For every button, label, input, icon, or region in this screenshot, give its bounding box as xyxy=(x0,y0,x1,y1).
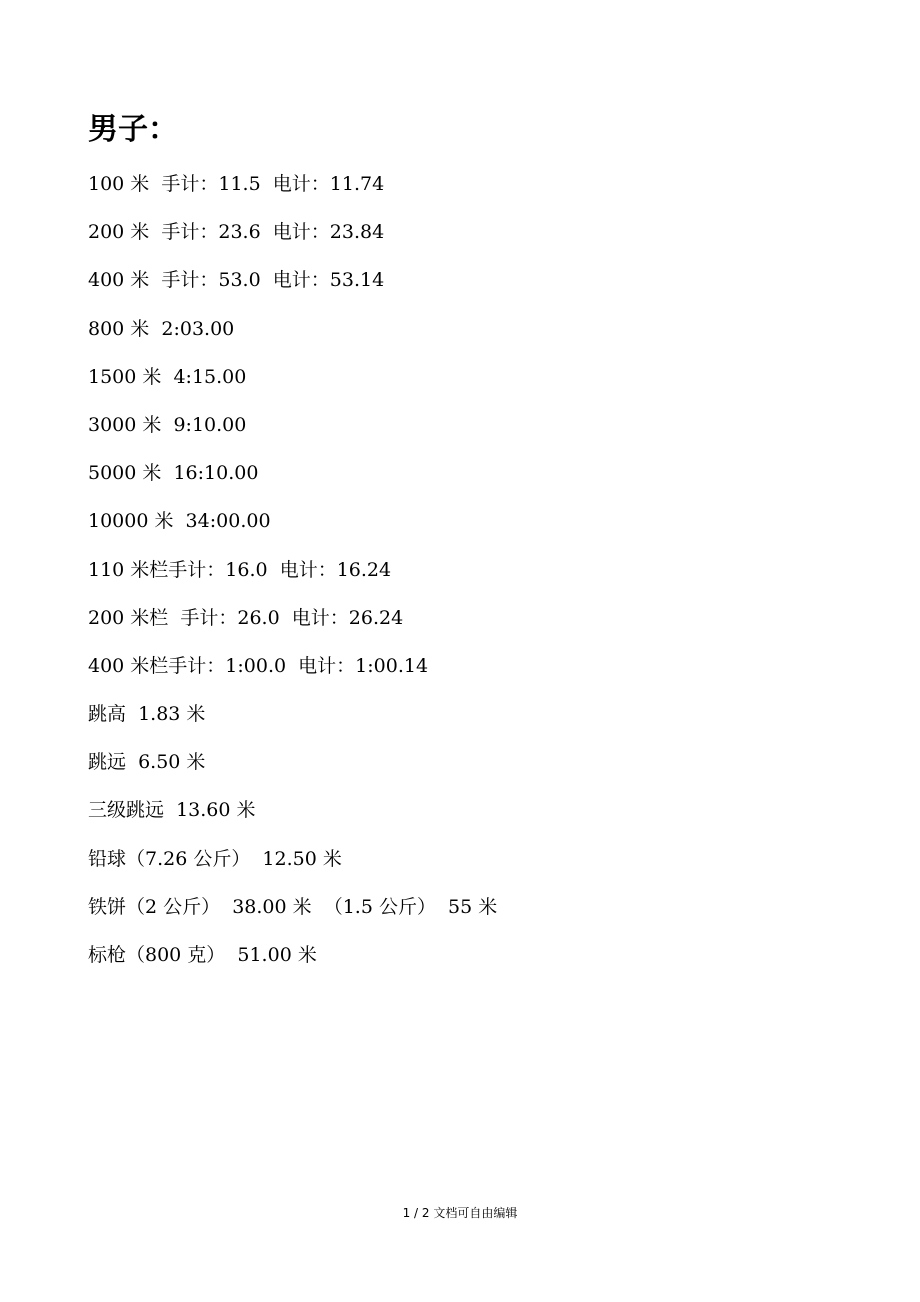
record-triple-jump: 三级跳远 13.60 米 xyxy=(88,799,256,822)
record-3000m: 3000 米 9:10.00 xyxy=(88,413,247,436)
record-100m: 100 米 手计：11.5 电计：11.74 xyxy=(88,173,385,195)
record-javelin: 标枪（800 克） 51.00 米 xyxy=(88,944,317,966)
records-list xyxy=(88,166,497,985)
record-800m: 800 米 2:03.00 xyxy=(88,317,235,340)
record-200m: 200 米 手计：23.6 电计：23.84 xyxy=(88,221,385,244)
record-5000m: 5000 米 16:10.00 xyxy=(88,462,259,485)
record-10000m: 10000 米 34:00.00 xyxy=(88,510,271,533)
record-110m-hurdles: 110 米栏手计：16.0 电计：16.24 xyxy=(88,558,392,581)
section-heading: 男子： xyxy=(88,112,178,147)
record-high-jump: 跳高 1.83 米 xyxy=(88,703,206,726)
page-footer: 1 / 2 文档可自由编辑 xyxy=(402,1206,518,1220)
record-400m-hurdles: 400 米栏手计：1:00.0 电计：1:00.14 xyxy=(88,654,429,677)
record-400m: 400 米 手计：53.0 电计：53.14 xyxy=(88,269,385,292)
record-200m-hurdles: 200 米栏 手计：26.0 电计：26.24 xyxy=(88,606,404,629)
record-shot-put: 铅球（7.26 公斤） 12.50 米 xyxy=(88,847,342,870)
record-1500m: 1500 米 4:15.00 xyxy=(88,365,247,388)
record-long-jump: 跳远 6.50 米 xyxy=(88,751,206,774)
record-discus: 铁饼（2 公斤） 38.00 米 （1.5 公斤） 55 米 xyxy=(88,895,498,918)
